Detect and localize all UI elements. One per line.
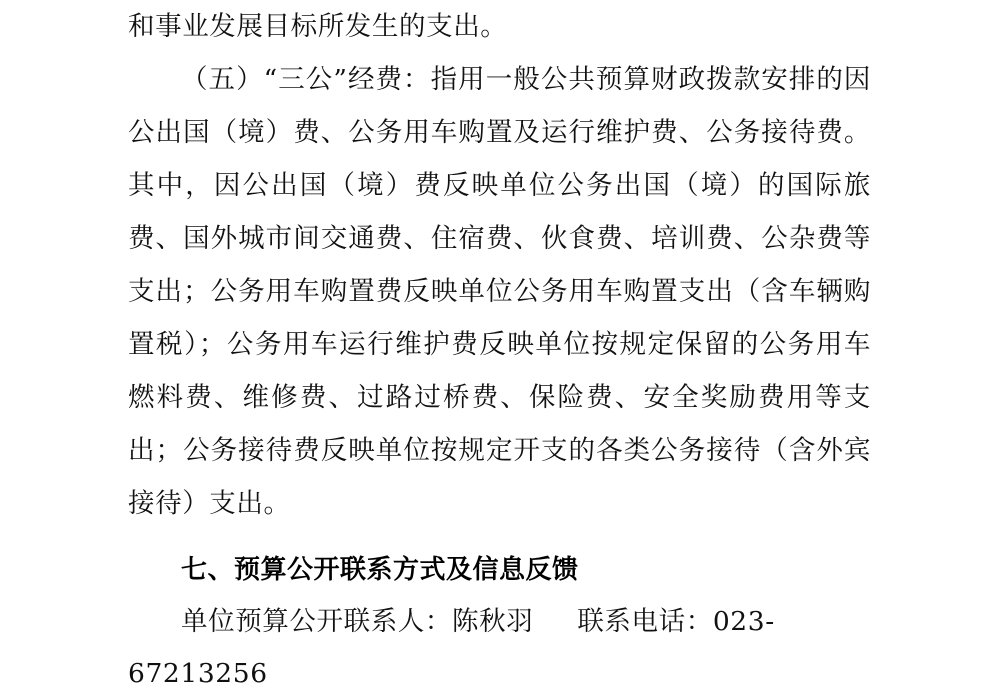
contact-phone-number: 023-67213256 — [128, 606, 775, 689]
contact-line — [128, 596, 871, 700]
contact-person-label: 单位预算公开联系人： — [181, 606, 452, 637]
paragraph-item-five: （五）“三公”经费：指用一般公共预算财政拨款安排的因公出国（境）费、公务用车购置及运行维护费、公务接待费。其中，因公出国（境）费反映单位公务出国（境）的国际旅费、国外城市间交通费、住宿费、伙食费、培训费、公杂费等支出；公务用车购置费反映单位公务用车购置支出（含车辆购置税）；公务用车运行维护费反映单位按规定保留的公务用车燃料费、维修费、过路过桥费、保险费、安全奖励费用等支出；公务接待费反映单位按规定开支的各类公务接待（含外宾接待）支出。 — [128, 64, 871, 519]
contact-person-name: 陈秋羽 — [452, 606, 534, 637]
section-heading-seven: 七、预算公开联系方式及信息反馈 — [181, 555, 579, 585]
continued-paragraph: 和事业发展目标所发生的支出。 — [128, 11, 508, 42]
contact-phone-label: 联系电话： — [577, 606, 713, 637]
document-body — [128, 0, 871, 700]
